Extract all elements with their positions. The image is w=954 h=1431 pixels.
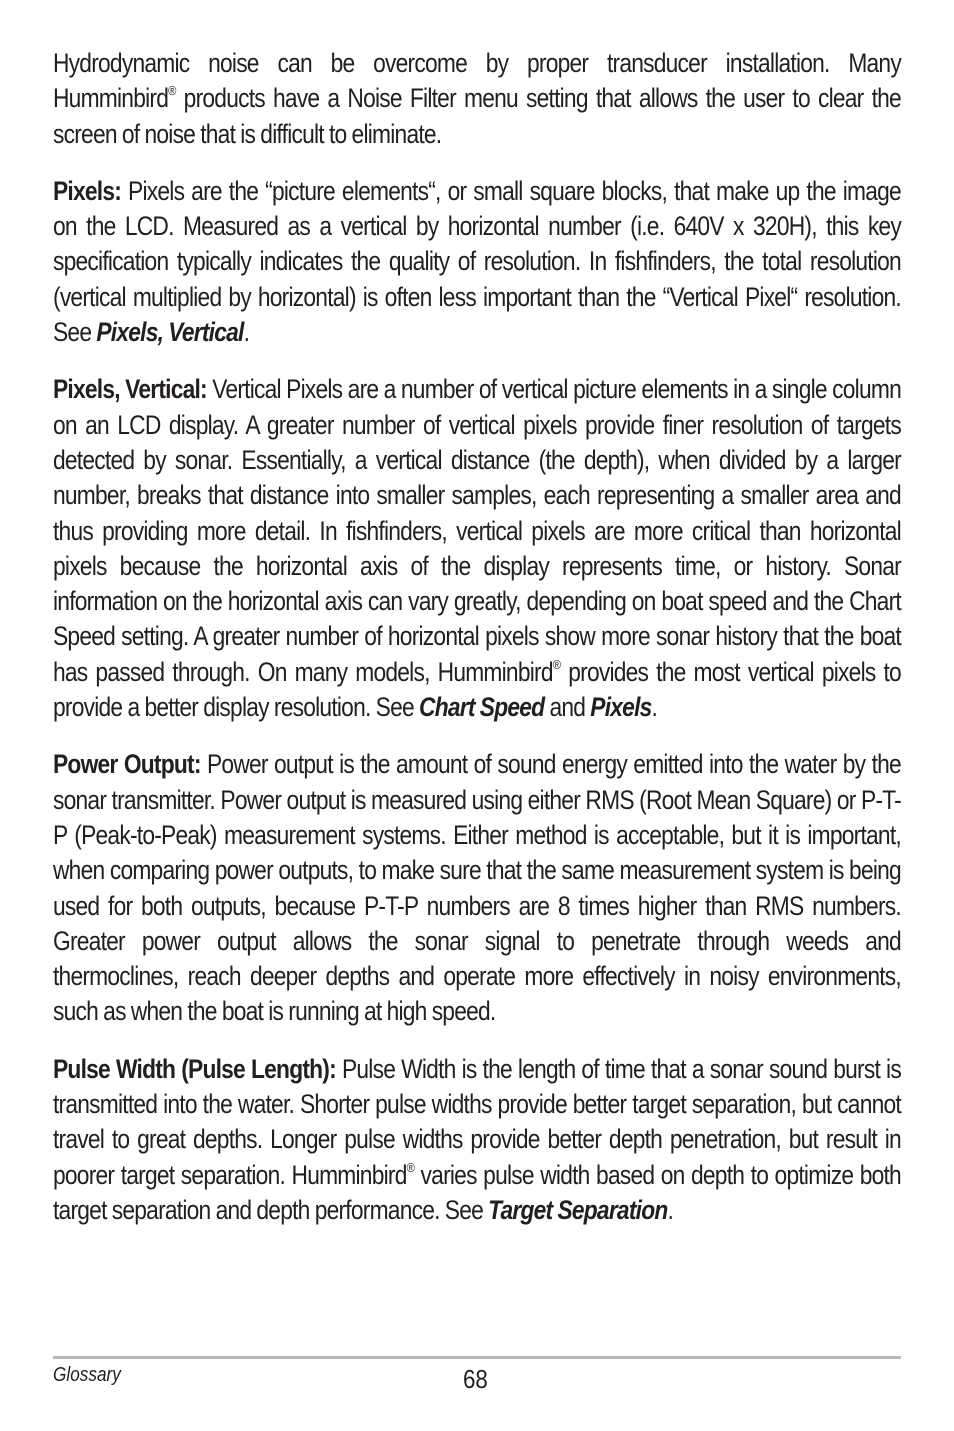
cross-reference-target-separation: Target Separation xyxy=(488,1194,668,1225)
registered-mark: ® xyxy=(552,656,561,672)
glossary-entry-pulse-width xyxy=(53,1052,901,1228)
page-body xyxy=(53,46,901,1250)
footer-section-label: Glossary xyxy=(53,1364,121,1386)
text: Hydrodynamic noise can be overcome by proper transducer installation. Many Humminbird xyxy=(53,48,901,114)
registered-mark: ® xyxy=(168,83,176,99)
text: products have a Noise Filter menu setting that allows the user to clear the screen of noise that is difficult to eliminate. xyxy=(53,83,901,149)
definition-text: Pixels are the “picture elements“, or small square blocks, that make up the image on the LCD. Measured as a vertical by horizontal number (i.e. 640V x 320H), this key specification typically indicates the quality of resolution. In fishfinders, the total resolution (vertical multiplied by horizontal) is often less important than the “Vertical Pixel“ resolution. See xyxy=(53,175,901,348)
term-pulse-width: Pulse Width (Pulse Length): xyxy=(53,1053,336,1084)
text: . xyxy=(651,692,658,723)
definition-text: Vertical Pixels are a number of vertical picture elements in a single column on an LCD display. A greater number of vertical pixels provide finer resolution of targets detected by sonar. Essentially, a vertical distance (the depth), when divided by a larger number, breaks that distance into smaller samples, each representing a smaller area and thus providing more detail. In fishfinders, vertical pixels are more critical than horizontal pixels because the horizontal axis of the display represents time, or history. Sonar information on the horizontal axis can vary greatly, depending on boat speed and the Chart Speed setting. A greater number of horizontal pixels show more sonar history that the boat has passed through. On many models, Humminbird xyxy=(53,374,901,687)
page-number: 68 xyxy=(463,1364,488,1394)
glossary-entry-pixels xyxy=(53,174,901,350)
term-pixels-vertical: Pixels, Vertical: xyxy=(53,374,207,405)
definition-text: Power output is the amount of sound energy emitted into the water by the sonar transmitter. Power output is measured using either RMS (Root Mean Square) or P-T-P (Peak-to-Peak) measurement systems. Either method is acceptable, but it is important, when comparing power outputs, to make sure that the same measurement system is being used for both outputs, because P-T-P numbers are 8 times higher than RMS numbers. Greater power output allows the sonar signal to penetrate through weeds and thermoclines, reach deeper depths and operate more effectively in noisy environments, such as when the boat is running at high speed. xyxy=(53,749,901,1027)
footer-divider xyxy=(53,1356,901,1359)
text: varies pulse width based on depth to optimize both target separation and depth performance. See xyxy=(53,1159,901,1225)
cross-reference-pixels: Pixels xyxy=(590,692,652,723)
text: . xyxy=(243,317,250,348)
paragraph-noise-filter xyxy=(53,46,901,152)
text: and xyxy=(544,692,591,723)
definition-text: Pulse Width is the length of time that a sonar sound burst is transmitted into the water. Shorter pulse widths provide better target separation, but cannot travel to great depths. Longer pulse widths provide better depth penetration, but result in poorer target separation. Humminbird xyxy=(53,1053,901,1190)
term-power-output: Power Output: xyxy=(53,749,201,780)
text: provides the most vertical pixels to provide a better display resolution. See xyxy=(53,656,901,723)
glossary-entry-pixels-vertical xyxy=(53,372,901,725)
cross-reference-pixels-vertical: Pixels, Vertical xyxy=(96,317,244,348)
glossary-entry-power-output xyxy=(53,747,901,1029)
text: . xyxy=(667,1194,674,1225)
cross-reference-chart-speed: Chart Speed xyxy=(419,692,545,723)
term-pixels: Pixels: xyxy=(53,175,122,206)
registered-mark: ® xyxy=(406,1159,415,1175)
